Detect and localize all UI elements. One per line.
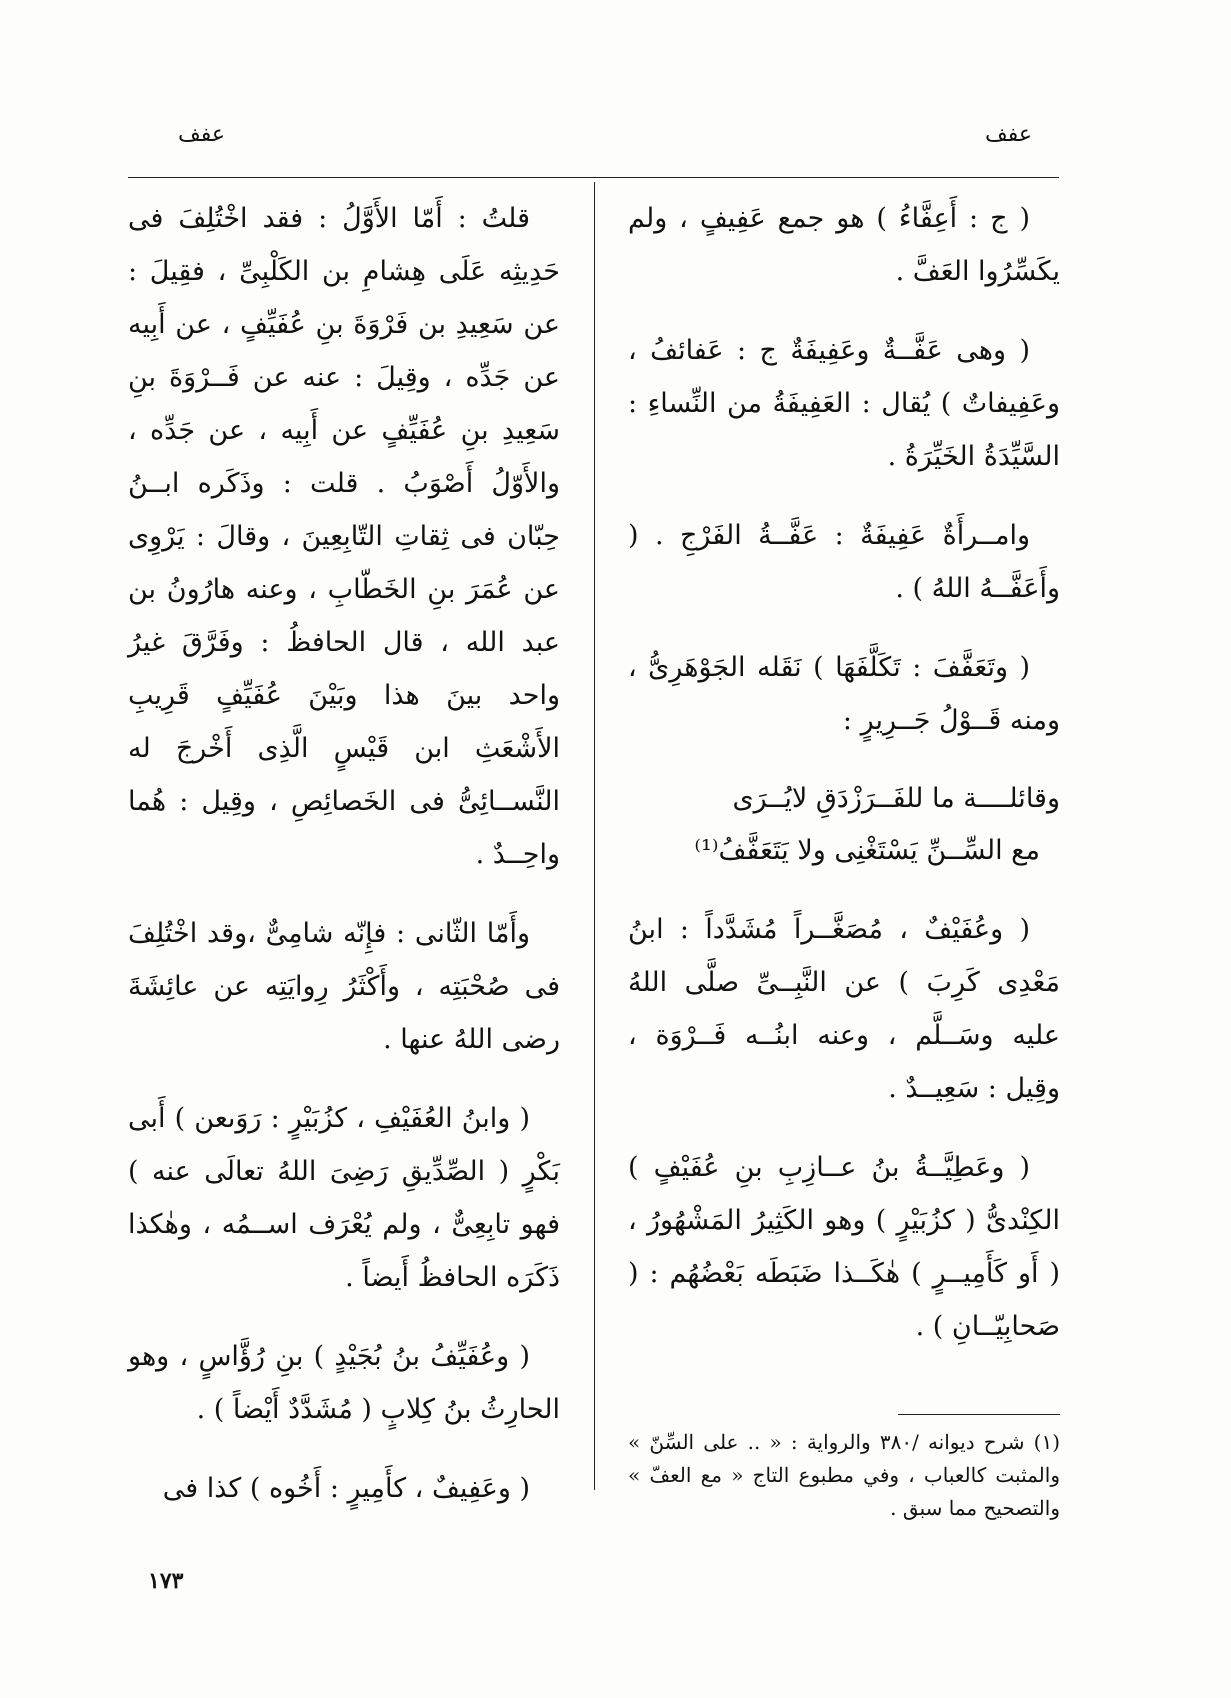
- paragraph: ( وهى عَفَّــةٌ وعَفِيفَةٌ ج : عَفائفُ ، وعَفِيفاتٌ ) يُقال : العَفِيفَةُ من النِّساءِ : السَّيِّدَةُ الخَيِّرَةُ .: [628, 335, 1060, 472]
- paragraph: ( وعَطِيَّــةُ بنُ عــازِبِ بنِ عُفَيْفٍ ) الكِنْدىُّ ( كزُبَيْرٍ ) وهو الكَثِيرُ المَشْهُورُ ، ( أَو كَأَمِيــرٍ ) هٰكَــذا ضَبَطَه بَعْضُهُم : ( صَحابِيّــانِ ) .: [628, 1152, 1060, 1342]
- column-divider: [594, 182, 595, 1490]
- paragraph: ( وعَفِيفٌ ، كأَمِيرٍ : أَخُوه ) كذا فى: [162, 1473, 530, 1504]
- paragraph: وأَمّا الثّانى : فإِنّه شامِىٌّ ،وقد اخْتُلِفَ فى صُحْبَتِه ، وأَكْثَرُ رِوايَتِه عن عائِشَةَ رضى اللهُ عنها .: [128, 918, 560, 1055]
- paragraph: ( وابنُ العُفَيْفِ ، كزُبَيْرٍ : رَوَىعن ) أَبى بَكْرٍ ( الصِّدِّيقِ رَضِىَ اللهُ تعالَى عنه ) فهو تابِعِىٌّ ، ولم يُعْرَف اســمُه ، وهٰكذا ذَكَرَه الحافظُ أَيضاً .: [128, 1103, 560, 1293]
- running-header-left: عفف: [178, 122, 226, 147]
- paragraph: وامــرأَةٌ عَفِيفَةٌ : عَفَّــةُ الفَرْجِ . ( وأَعَفَّــهُ اللهُ ) .: [628, 520, 1060, 604]
- paragraph: ( ج : أَعِفَّاءُ ) هو جمع عَفِيفٍ ، ولم يكَسِّرُوا العَفَّ .: [628, 203, 1060, 287]
- verse-hemistich-1: وقائلــــة ما للفَــرَزْدَقِ لايُــرَى: [732, 783, 1060, 814]
- running-header-right: عفف: [985, 122, 1033, 147]
- paragraph: ( وتَعَفَّفَ : تَكَلَّفَهَا ) نَقَله الجَوْهَرِىُّ ، ومنه قَــوْلُ جَــرِيرٍ :: [628, 652, 1060, 736]
- paragraph: قلتُ : أَمّا الأَوَّلُ : فقد اخْتُلِفَ فى حَدِيثِه عَلَى هِشامِ بن الكَلْبِىِّ ، فقِيلَ : عن سَعِيدِ بن فَرْوَةَ بنِ عُفَيِّفٍ ، عن أَبِيه عن جَدِّه ، وقِيلَ : عنه عن فَــرْوَةَ بنِ سَعِيدِ بنِ عُفَيِّفٍ عن أَبِيه ، عن جَدِّه ، والأَوّلُ أَصْوَبُ . قلت : وذَكَره ابــنُ حِبّان فى ثِقاتِ التّابِعِينَ ، وقالَ : يَرْوِى عن عُمَرَ بنِ الخَطّابِ ، وعنه هارُونُ بن عبد الله ، قال الحافظُ : وفَرَّقَ غيرُ واحد بينَ هذا وبَيْنَ عُفَيِّفٍ قَرِيبِ الأَشْعَثِ ابن قَيْسٍ الَّذِى أَخْرجَ له النَّســائِىُّ فى الخَصائِصِ ، وقِيل : هُما واحِــدٌ .: [128, 203, 560, 870]
- footnote-rule: [898, 1414, 1060, 1415]
- left-column: [128, 192, 560, 1515]
- paragraph: ( وعُفَيِّفُ بنُ بُجَيْدٍ ) بنِ رُؤَّاسٍ ، وهو الحارِثُ بنُ كِلابٍ ( مُشَدَّدٌ أَيْضاً ) .: [128, 1341, 560, 1425]
- page-number: ١٧٣: [148, 1568, 184, 1594]
- right-column: [628, 192, 1060, 1353]
- paragraph: ( وعُفَيْفٌ ، مُصَغَّــراً مُشَدَّداً : ابنُ مَعْدِى كَرِبَ ) عن النَّبِــىِّ صلَّى اللهُ عليه وسَــلَّم ، وعنه ابنُــه فَــرْوَة ، وقِيل : سَعِيــدٌ .: [628, 914, 1060, 1104]
- header-rule: [128, 177, 1059, 178]
- verse-hemistich-2: مع السِّــنِّ يَسْتَغْنِى ولا يَتَعَفَّفُ⁽¹⁾: [694, 835, 1040, 866]
- footnote: (١) شرح ديوانه /٣٨٠ والرواية : « .. على السِّنّ » والمثبت كالعباب ، وفي مطبوع التاج « مع العفّ » والتصحيح مما سبق .: [628, 1430, 1060, 1520]
- poem-verse: [628, 773, 1060, 877]
